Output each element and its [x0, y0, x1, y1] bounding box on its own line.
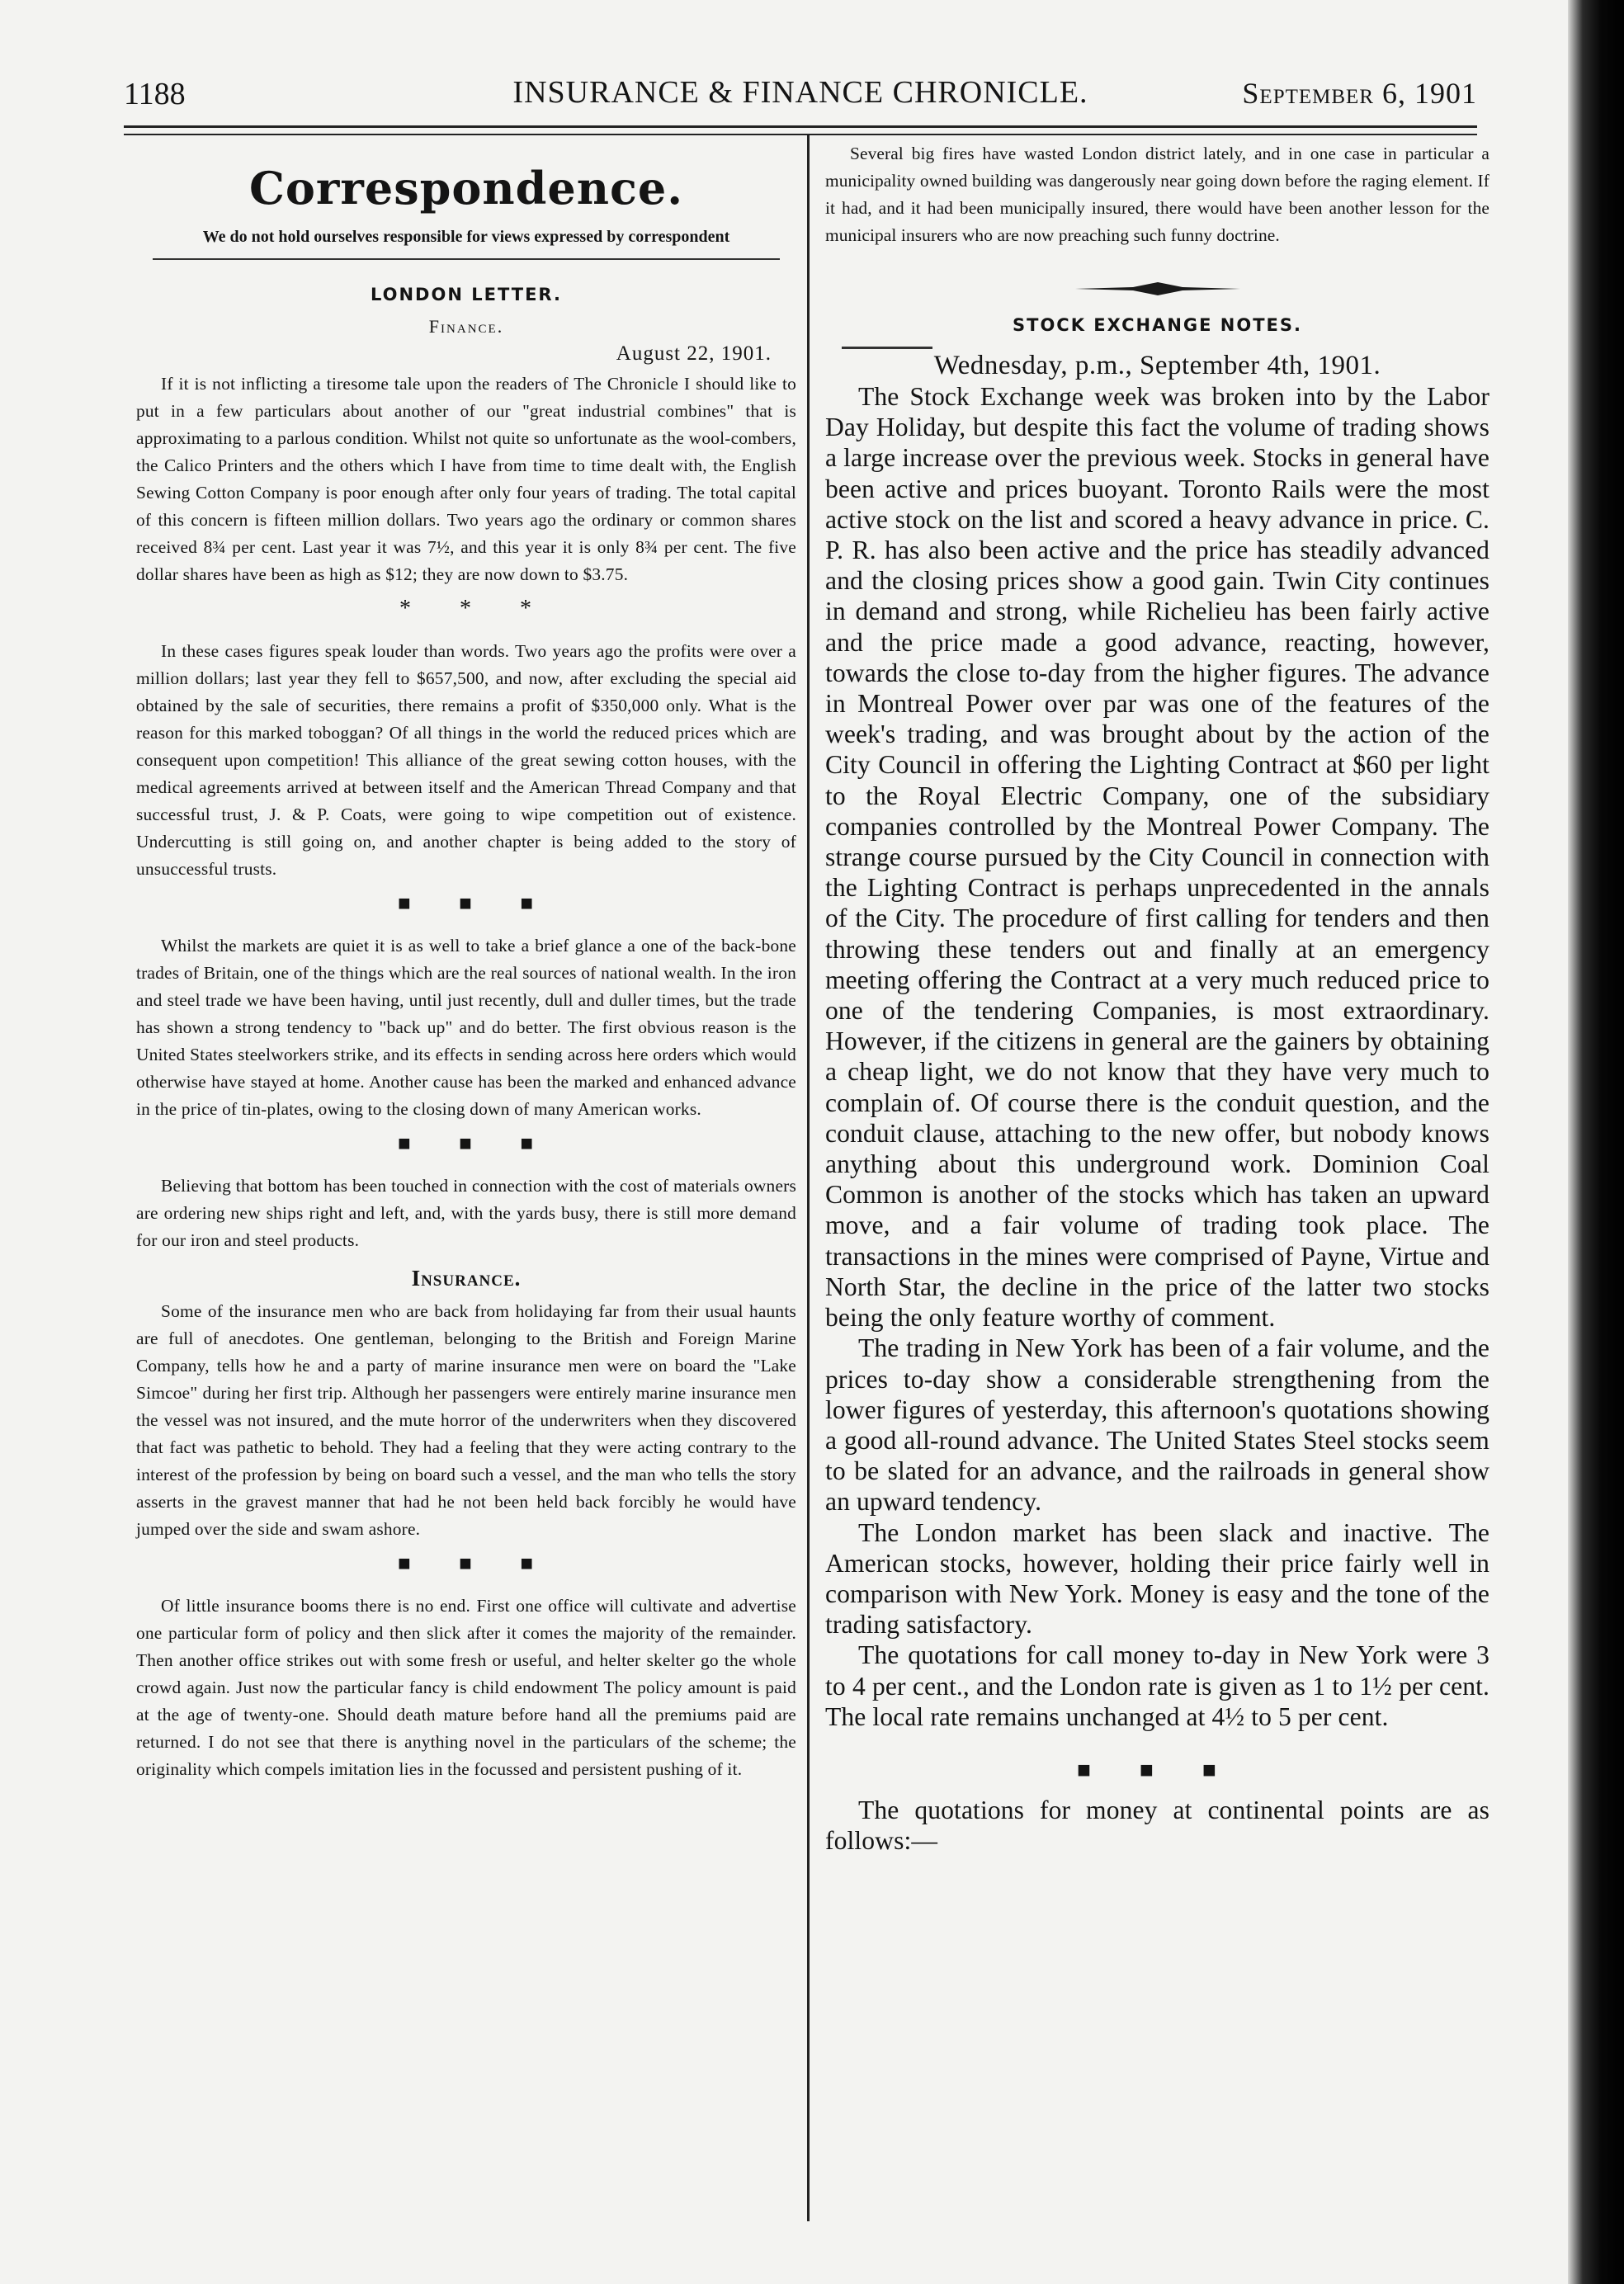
insurance-paragraph: Of little insurance booms there is no end. First one office will cultivate and advertise one particular form of policy and then slick after it comes the majority of the remainder. Then another office strikes out with some fresh or useful, and helter skelter go the whole crowd again. Just now the particular fancy is child endowment The policy amount is paid at the age of twenty-one. Should death mature before hand all the premiums paid are returned. I do not see that there is anything novel in the particulars of the scheme; the originality which compels imitation lies in the focussed and persistent pushing of it.: [136, 1596, 796, 1779]
stock-paragraph: The Stock Exchange week was broken into by the Labor Day Holiday, but despite this fact the volume of trading shows a large increase over the previous week. Stocks in general have been active and prices buoyant. Toronto Rails were the most active stock on the list and scored a heavy advance in price. C. P. R. has also been active and the price has steadily advanced and the closing prices show a good gain. Twin City continues in demand and strong, while Richelieu has been fairly active and the price made a good advance, reacting, however, towards the close to-day from the higher figures. The advance in Montreal Power over par was one of the features of the week's trading, and was brought about by the action of the City Council in offering the Lighting Contract at $60 per light to the Royal Electric Company, one of the subsidiary companies controlled by the Montreal Power Company. The strange course pursued by the City Council in connection with the Lighting Contract is perhaps unprecedented in the annals of the City. The procedure of first calling for tenders and then throwing these tenders out and finally at an emergency meeting offering the Contract at a very much reduced price to one of the tendering Companies, is most extraordinary. However, if the citizens in general are the gainers by obtaining a cheap light, we do not know that they have very much to complain of. Of course there is the conduit question, and the conduit clause, attaching to the new offer, but nobody knows anything about this underground work. Dominion Coal Common is another of the stocks which has taken an upward move, and a fair volume of trading took place. The transactions in the mines were comprised of Payne, Virtue and North Star, the decline in the price of the latter two stocks being the only feature worthy of comment.: [825, 382, 1489, 1333]
insurance-paragraph: Some of the insurance men who are back from holidaying far from their usual haunts are full of anecdotes. One gentleman, belonging to the British and Foreign Marine Company, tells how he and a party of marine insurance men were on board the "Lake Simcoe" during her first trip. Although her passengers were entirely marine insurance men the vessel was not insured, and the mute horror of the underwriters when they discovered that fact was pathetic to behold. They had a feeling that they were acting contrary to the interest of the profession by being on board such a vessel, and the man who tells the story asserts in the gravest manner that had he not been held back forcibly he would have jumped over the side and swam ashore.: [136, 1301, 796, 1539]
stock-paragraph: The London market has been slack and inactive. The American stocks, however, holding their price fairly well in comparison with New York. Money is easy and the tone of the trading satisfactory.: [825, 1517, 1489, 1640]
section-separator: * * *: [399, 596, 553, 621]
disclaimer: We do not hold ourselves responsible for views expressed by correspondent: [202, 228, 730, 246]
letter-date: August 22, 1901.: [616, 342, 772, 365]
issue-date: September 6, 1901: [1242, 77, 1477, 110]
page-header: [124, 68, 1477, 117]
stock-exchange-dateline: Wednesday, p.m., September 4th, 1901.: [933, 351, 1381, 380]
stock-exchange-title: STOCK EXCHANGE NOTES.: [1013, 315, 1302, 335]
finance-paragraph: If it is not inflicting a tiresome tale upon the readers of The Chronicle I should like to put in a few particulars about another of our "great industrial combines" that is approximating to a parlous condition. Whilst not quite so unfortunate as the wool-combers, the Calico Printers and the others which I have from time to time dealt with, the English Sewing Cotton Company is poor enough after only four years of trading. The total capital of this concern is fifteen million dollars. Two years ago the ordinary or common shares received 8¾ per cent. Last year it was 7½, and this year it is only 8¾ per cent. The five dollar shares have been as high as $12; they are now down to $3.75.: [136, 374, 796, 584]
london-letter-title: LONDON LETTER.: [371, 285, 562, 304]
journal-title: INSURANCE & FINANCE CHRONICLE.: [512, 75, 1088, 110]
section-separator: ■ ■ ■: [1077, 1757, 1238, 1783]
stock-paragraph: The quotations for call money to-day in New York were 3 to 4 per cent., and the London rate is given as 1 to 1½ per cent. The local rate remains unchanged at 4½ to 5 per cent.: [825, 1640, 1489, 1731]
page-number: 1188: [124, 77, 186, 111]
ornamental-rule: [1075, 281, 1240, 297]
header-rule: [124, 125, 1477, 128]
correspondence-masthead: Correspondence.: [248, 162, 684, 215]
stock-paragraph: The trading in New York has been of a fair volume, and the prices to-day show a considerable strengthening from the lower figures of yesterday, this afternoon's quotations showing a good all-round advance. The United States Steel stocks seem to be slated for an advance, and the railroads in general show an upward tendency.: [825, 1333, 1489, 1517]
section-separator: ■ ■ ■: [397, 891, 555, 915]
title-dash: [842, 347, 932, 349]
section-separator: ■ ■ ■: [397, 1131, 555, 1155]
finance-paragraph: Believing that bottom has been touched in connection with the cost of materials owners are ordering new ships right and left, and, with the yards busy, there is still more demand for our iron and steel products.: [136, 1176, 796, 1250]
finance-paragraph: In these cases figures speak louder than words. Two years ago the profits were over a million dollars; last year they fell to $657,500, and now, after excluding the special aid obtained by the sale of securities, there remains a profit of $350,000 only. What is the reason for this marked toboggan? Of all things in the world the reduced prices which are consequent upon competition! This alliance of the great sewing cotton houses, with the medical agreements arrived at between itself and the American Thread Company and that successful trust, J. & P. Coats, were going to wipe competition out of existence. Undercutting is still going on, and another chapter is being added to the story of unsuccessful trusts.: [136, 641, 796, 879]
header-rule-thin: [124, 134, 1477, 135]
insurance-subhead: Insurance.: [411, 1266, 522, 1291]
finance-subhead: Finance.: [428, 316, 504, 337]
left-column: [136, 140, 796, 1783]
masthead-rule: [153, 258, 780, 260]
finance-paragraph: Whilst the markets are quiet it is as well to take a brief glance a one of the back-bone trades of Britain, one of the things which are the real sources of national wealth. In the iron and steel trade we have been having, until just recently, dull and duller times, but the trade has shown a strong tendency to "back up" and do better. The first obvious reason is the United States steelworkers strike, and its effects in sending across here orders which would otherwise have stayed at home. Another cause has been the marked and enhanced advance in the price of tin-plates, owing to the closing down of many American works.: [136, 936, 796, 1119]
closing-paragraph: The quotations for money at continental points are as follows:—: [825, 1795, 1489, 1856]
column-divider: [807, 134, 810, 2221]
right-column: [825, 140, 1489, 1856]
scan-edge-shadow: [1568, 0, 1624, 2284]
fires-paragraph: Several big fires have wasted London district lately, and in one case in particular a municipality owned building was dangerously near going down before the raging element. If it had, and it had been municipally insured, there would have been another lesson for the municipal insurers who are now preaching such funny doctrine.: [825, 144, 1489, 245]
section-separator: ■ ■ ■: [397, 1551, 555, 1575]
